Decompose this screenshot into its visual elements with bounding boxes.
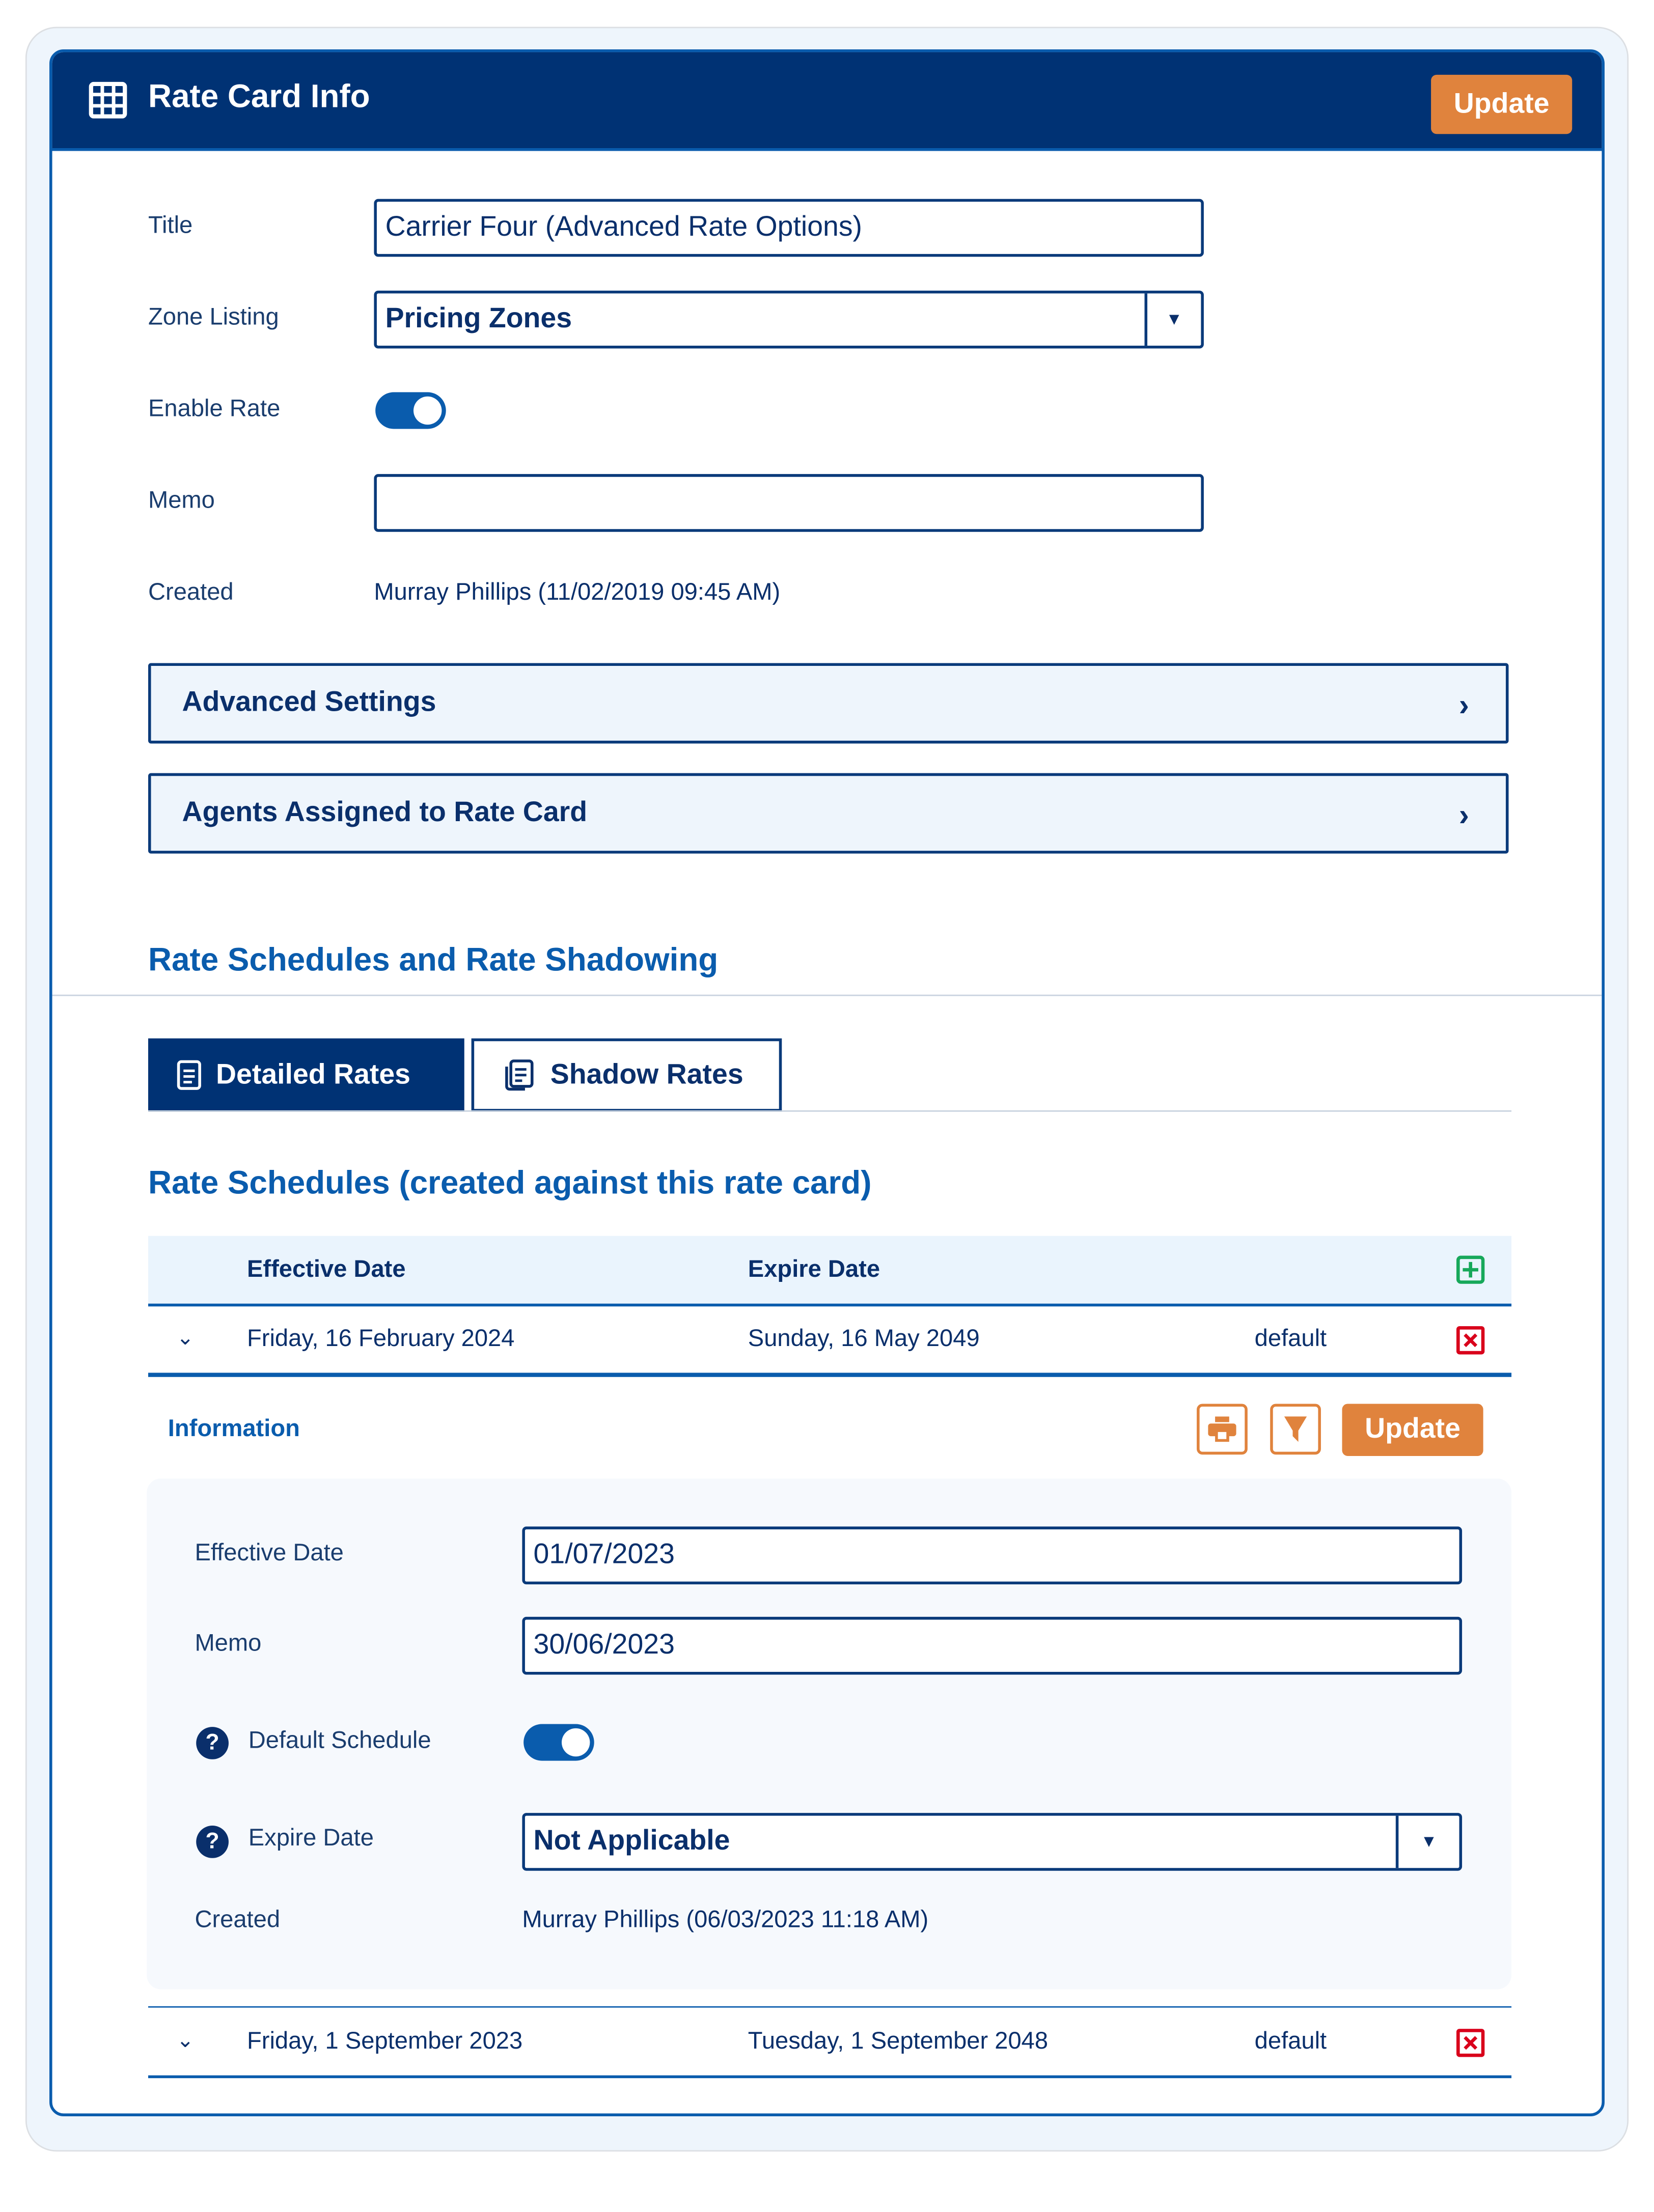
memo-label: Memo xyxy=(195,1629,262,1657)
information-heading: Information xyxy=(168,1415,300,1442)
expire-date-cell: Sunday, 16 May 2049 xyxy=(748,1325,980,1352)
printer-icon xyxy=(1208,1416,1236,1442)
filter-icon xyxy=(1284,1415,1307,1443)
expire-date-cell: Tuesday, 1 September 2048 xyxy=(748,2027,1049,2055)
chevron-right-icon: › xyxy=(1458,797,1469,833)
section-title: Rate Schedules and Rate Shadowing xyxy=(148,941,719,978)
tab-label: Shadow Rates xyxy=(550,1058,743,1090)
tab-underline xyxy=(148,1110,1511,1112)
schedule-update-button[interactable]: Update xyxy=(1342,1404,1483,1456)
type-cell: default xyxy=(1254,1325,1327,1352)
enable-rate-toggle[interactable] xyxy=(375,392,446,429)
documents-icon xyxy=(503,1058,537,1092)
advanced-settings-accordion[interactable] xyxy=(148,663,1509,744)
tab-detailed-rates[interactable] xyxy=(148,1039,464,1112)
title-input[interactable]: Carrier Four (Advanced Rate Options) xyxy=(374,199,1204,257)
expire-date-select[interactable] xyxy=(522,1813,1462,1871)
column-header-expire: Expire Date xyxy=(748,1255,880,1283)
default-schedule-toggle[interactable] xyxy=(523,1724,594,1761)
rate-card-panel xyxy=(49,49,1605,2116)
memo-label: Memo xyxy=(148,487,215,514)
document-icon xyxy=(176,1059,202,1090)
help-icon[interactable]: ? xyxy=(196,1826,229,1858)
effective-date-cell: Friday, 16 February 2024 xyxy=(246,1325,515,1352)
created-value: Murray Phillips (06/03/2023 11:18 AM) xyxy=(522,1906,929,1933)
chevron-right-icon: › xyxy=(1458,687,1469,722)
print-button[interactable] xyxy=(1197,1404,1248,1454)
memo-input[interactable]: 30/06/2023 xyxy=(522,1617,1462,1675)
created-label: Created xyxy=(195,1906,281,1933)
effective-date-input[interactable]: 01/07/2023 xyxy=(522,1527,1462,1585)
zone-listing-select[interactable] xyxy=(374,291,1204,349)
created-value: Murray Phillips (11/02/2019 09:45 AM) xyxy=(374,578,781,605)
zone-listing-value: Pricing Zones xyxy=(385,303,572,334)
delete-icon[interactable] xyxy=(1456,2029,1484,2057)
effective-date-cell: Friday, 1 September 2023 xyxy=(246,2027,523,2055)
agents-assigned-accordion[interactable] xyxy=(148,773,1509,854)
panel-header xyxy=(52,52,1602,151)
zone-listing-label: Zone Listing xyxy=(148,303,279,330)
type-cell: default xyxy=(1254,2027,1327,2055)
grid-icon xyxy=(89,82,127,119)
enable-rate-label: Enable Rate xyxy=(148,395,281,422)
chevron-down-icon: ▼ xyxy=(1145,293,1201,346)
table-header xyxy=(148,1236,1511,1307)
memo-input[interactable] xyxy=(374,474,1204,532)
title-label: Title xyxy=(148,211,193,239)
update-button[interactable]: Update xyxy=(1431,75,1572,134)
column-header-effective: Effective Date xyxy=(246,1255,406,1283)
divider xyxy=(52,995,1602,996)
filter-button[interactable] xyxy=(1270,1404,1321,1454)
created-label: Created xyxy=(148,578,234,605)
chevron-down-icon[interactable]: ⌄ xyxy=(176,1326,195,1351)
tab-shadow-rates[interactable] xyxy=(472,1039,782,1112)
panel-title: Rate Card Info xyxy=(148,77,370,115)
effective-date-label: Effective Date xyxy=(195,1539,344,1566)
table-row[interactable] xyxy=(148,2006,1511,2078)
chevron-down-icon[interactable]: ⌄ xyxy=(176,2029,195,2053)
delete-icon[interactable] xyxy=(1456,1326,1484,1354)
accordion-label: Agents Assigned to Rate Card xyxy=(182,797,588,828)
table-row[interactable] xyxy=(148,1305,1511,1377)
schedules-title: Rate Schedules (created against this rate card) xyxy=(148,1164,872,1201)
tab-label: Detailed Rates xyxy=(216,1058,411,1090)
chevron-down-icon: ▼ xyxy=(1396,1816,1459,1868)
add-schedule-icon[interactable] xyxy=(1456,1255,1484,1283)
accordion-label: Advanced Settings xyxy=(182,687,436,718)
expire-date-label: Expire Date xyxy=(248,1824,374,1851)
expire-date-value: Not Applicable xyxy=(533,1826,730,1857)
help-icon[interactable]: ? xyxy=(196,1727,229,1759)
default-schedule-label: Default Schedule xyxy=(248,1727,431,1754)
